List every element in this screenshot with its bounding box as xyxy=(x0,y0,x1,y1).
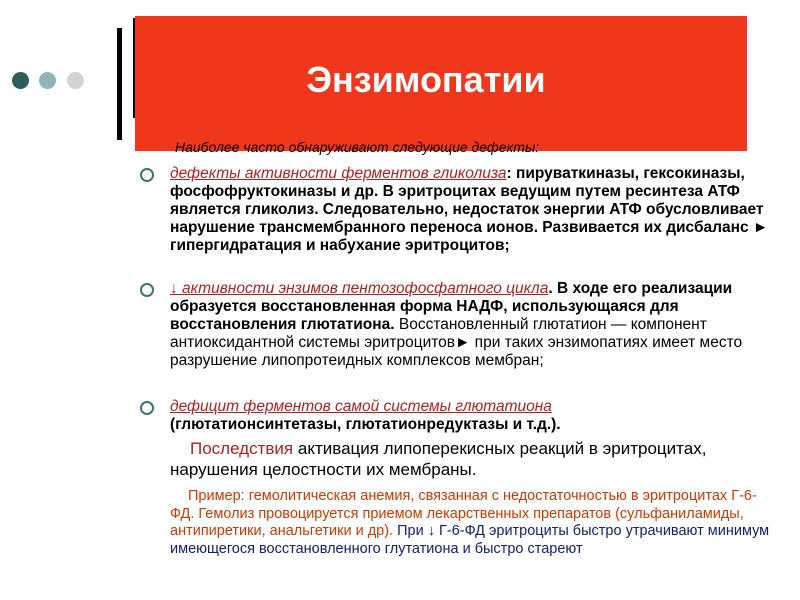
item3-heading: дефицит ферментов самой системы глютатиона xyxy=(170,398,552,415)
bullet-2-icon xyxy=(140,283,154,297)
dark-teal-dot xyxy=(12,72,29,89)
item1-text: пируваткиназы, гексокиназы, фосфофруктокиназы и др. В эритроцитах ведущим путем ресинтеза АТФ является гликолиз. Следовательно, недостаток энергии АТФ обусловливает нарушение трансмембранного переноса ионов. Развивается их дисбаланс ► гипергидратация и набухание эритроцитов; xyxy=(170,165,769,254)
list-item-glycolysis: дефекты активности ферментов гликолиза: пируваткиназы, гексокиназы, фосфофруктокиназы и др. В эритроцитах ведущим путем ресинтеза АТФ является гликолиз. Следовательно, недостаток энергии АТФ обусловливает нарушение трансмембранного переноса ионов. Развивается их дисбаланс ► гипергидратация и набухание эритроцитов; xyxy=(170,165,769,254)
intro-text: Наиболее часто обнаруживают следующие дефекты: xyxy=(175,139,540,155)
item2-bold-text: . В ходе его реализации образуется восстановленная форма НАДФ, использующаяся для восстановления глютатиона. xyxy=(170,280,733,333)
item3-text: (глютатионсинтетазы, глютатионредуктазы и т.д.). xyxy=(170,416,561,433)
item2-text: Восстановленный глютатион — компонент антиоксидантной системы эритроцитов► при таких энзимопатиях имеет место разрушение липопротеидных комплексов мембран; xyxy=(170,316,743,369)
example-red-text: Пример: гемолитическая анемия, связанная с недостаточностью в эритроцитах Г-6-ФД. Гемолиз провоцируется приемом лекарственных препаратов (сульфаниламиды, антипиретики, анальгетики и др). xyxy=(170,488,757,539)
consequences xyxy=(170,438,770,480)
list-item-glutathione xyxy=(170,398,780,434)
slide-title: Энзимопатии xyxy=(306,58,546,100)
consequences-text: активация липоперекисных реакций в эритроцитах, нарушения целостности их мембраны. xyxy=(170,439,707,479)
title-banner xyxy=(135,16,747,151)
light-teal-dot xyxy=(39,72,56,89)
example-block xyxy=(170,488,780,558)
item2-heading: ↓ активности энзимов пентозофосфатного цикла xyxy=(170,280,549,297)
item1-heading: дефекты активности ферментов гликолиза xyxy=(170,165,507,182)
example-blue-text: При ↓ Г-6-ФД эритроциты быстро утрачивают минимум имеющегося восстановленного глутатиона и быстро стареют xyxy=(170,523,770,557)
consequences-label: Последствия xyxy=(190,439,294,458)
thick-vertical-line xyxy=(117,28,122,140)
bullet-1-icon xyxy=(140,168,154,182)
list-item-pentose xyxy=(170,280,780,370)
bullet-3-icon xyxy=(140,401,154,415)
grey-dot xyxy=(67,72,84,89)
